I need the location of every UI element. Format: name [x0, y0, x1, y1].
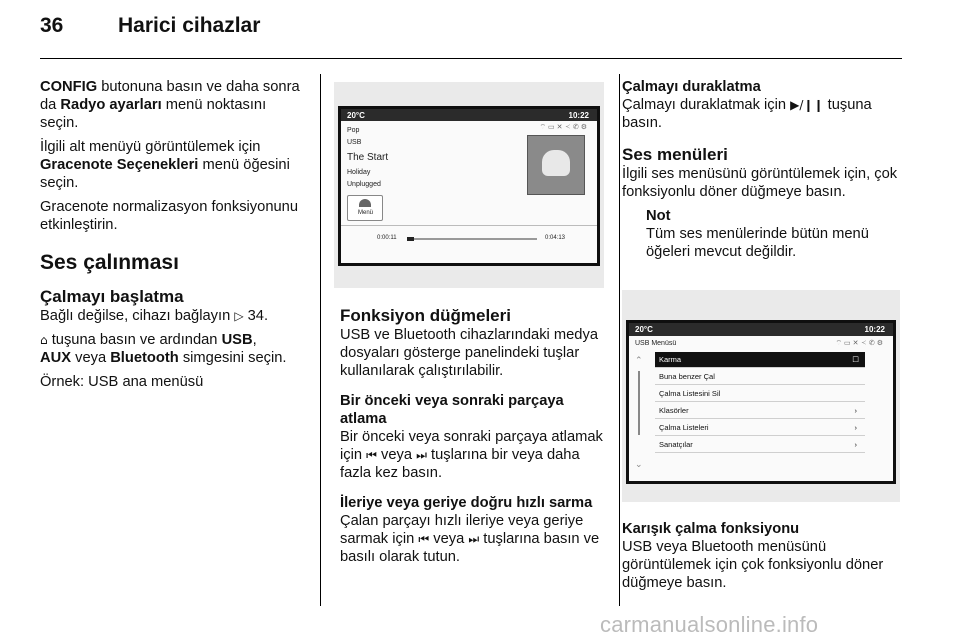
temperature-2: 20°C — [635, 325, 653, 334]
subheading-start-playback: Çalmayı başlatma — [40, 287, 184, 306]
paragraph-config: CONFIG butonuna basın ve daha sonra da Radyo ayarları menü noktasını seçin. — [40, 79, 300, 131]
section-heading-playback: Ses çalınması — [40, 251, 179, 274]
page-number: 36 — [40, 14, 64, 37]
paragraph-example: Örnek: USB ana menüsü — [40, 374, 204, 390]
menu-row-folders[interactable]: Klasörler › — [655, 403, 865, 419]
subheading-pause: Çalmayı duraklatma — [622, 79, 761, 95]
rewind-icon: ⏮ — [418, 532, 430, 546]
paragraph-select-source: ⌂ tuşuna basın ve ardından USB, AUX veya Bluetooth simgesini seçin. — [40, 332, 287, 366]
paragraph-connect: Bağlı değilse, cihazı bağlayın ▷ 34. — [40, 308, 269, 324]
menu-row-shuffle[interactable]: Karma ☐ — [655, 352, 865, 368]
scroll-down-icon[interactable]: ⌄ — [635, 459, 643, 469]
menu-row-play-similar[interactable]: Buna benzer Çal — [655, 369, 865, 385]
status-bar-2 — [629, 323, 893, 336]
track-item-2: USB — [347, 139, 362, 146]
progress-fill — [407, 237, 414, 241]
subheading-shuffle: Karışık çalma fonksiyonu — [622, 521, 800, 537]
status-icons-2: ⌔ ▭ ✕ ≺ ✆ ⚙ — [835, 340, 883, 347]
display-screen-2 — [629, 323, 893, 481]
dog-silhouette — [542, 150, 570, 176]
track-title: The Start — [347, 152, 389, 163]
checkbox-icon: ☐ — [852, 355, 859, 364]
paragraph-skip: Bir önceki veya sonraki parçaya atlamak için ⏮ veya ⏭ tuşlarına bir veya daha fazla kez basın. — [340, 429, 603, 481]
paragraph-normalize: Gracenote normalizasyon fonksiyonunu etkinleştirin. — [40, 199, 298, 233]
note-title: Not — [646, 208, 671, 224]
total-time: 0:04:13 — [545, 235, 566, 241]
note-text: Tüm ses menülerinde bütün menü öğeleri mevcut değildir. — [646, 226, 869, 260]
menu-row-playlists[interactable]: Çalma Listeleri › — [655, 420, 865, 436]
album-art-image — [527, 135, 585, 195]
play-pause-icon: ▶/❙❙ — [790, 98, 824, 112]
right-column — [622, 78, 904, 261]
previous-track-icon: ⏮ — [366, 448, 377, 462]
status-bar — [341, 109, 597, 121]
scroll-up-icon[interactable]: ⌃ — [635, 355, 643, 365]
subheading-fast-wind: İleriye veya geriye doğru hızlı sarma — [340, 495, 593, 511]
chevron-right-icon: › — [854, 423, 857, 432]
clock-2: 10:22 — [864, 325, 885, 334]
paragraph-function-buttons: USB ve Bluetooth cihazlarındaki medya dosyaları gösterge panelindeki tuşlar kullanılarak çalıştırılabilir. — [340, 327, 598, 379]
clock: 10:22 — [568, 111, 589, 120]
usb-menu-title: USB Menüsü — [635, 340, 677, 347]
track-item-5: Unplugged — [347, 181, 381, 188]
display-bezel — [338, 106, 600, 266]
column-divider-1 — [320, 74, 321, 606]
chevron-right-icon: › — [854, 406, 857, 415]
status-icons: ⌔ ▭ ✕ ≺ ✆ ⚙ — [539, 124, 587, 131]
chevron-right-icon: › — [854, 440, 857, 449]
right-column-bottom — [622, 520, 904, 598]
fast-forward-icon: ⏭ — [468, 532, 480, 546]
progress-track — [407, 238, 537, 240]
page-title: Harici cihazlar — [118, 14, 261, 37]
menu-icon — [359, 199, 371, 207]
menu-button[interactable] — [347, 195, 383, 221]
display-bezel-2 — [626, 320, 896, 484]
track-item-4: Holiday — [347, 169, 371, 176]
screen-divider — [341, 225, 597, 226]
subheading-function-buttons: Fonksiyon düğmeleri — [340, 306, 511, 325]
paragraph-gracenote: İlgili alt menüyü görüntülemek için Gracenote Seçenekleri menü öğesini seçin. — [40, 139, 290, 191]
paragraph-fast-wind: Çalan parçayı hızlı ileriye veya geriye sarmak için ⏮ veya ⏭ tuşlarına basın ve basılı olarak tutun. — [340, 513, 600, 565]
watermark: carmanualsonline.info — [600, 612, 819, 637]
next-track-icon: ⏭ — [416, 448, 427, 462]
page-reference-icon: ▷ — [234, 309, 244, 323]
column-divider-2 — [619, 74, 620, 606]
display-screen — [341, 109, 597, 263]
usb-main-menu-screenshot — [334, 82, 604, 288]
note-box — [646, 207, 904, 261]
left-column — [40, 78, 308, 397]
menu-row-delete-playlist[interactable]: Çalma Listesini Sil — [655, 386, 865, 402]
middle-column — [340, 305, 610, 572]
scrollbar[interactable] — [638, 371, 640, 435]
usb-submenu-screenshot — [622, 290, 900, 502]
track-item-1: Pop — [347, 127, 360, 134]
subheading-audio-menus: Ses menüleri — [622, 145, 728, 164]
header-rule — [40, 58, 902, 59]
paragraph-shuffle: USB veya Bluetooth menüsünü görüntülemek için çok fonksiyonlu döner düğmeye basın. — [622, 539, 884, 591]
subheading-skip: Bir önceki veya sonraki parçaya atlama — [340, 393, 564, 427]
home-icon: ⌂ — [40, 333, 48, 347]
usb-menu-list — [655, 352, 865, 456]
elapsed-time: 0:00:11 — [377, 235, 397, 241]
temperature: 20°C — [347, 111, 365, 120]
paragraph-audio-menus: İlgili ses menüsünü görüntülemek için, çok fonksiyonlu döner düğmeye basın. — [622, 166, 898, 200]
menu-button-label: Menü — [358, 210, 374, 216]
menu-row-artists[interactable]: Sanatçılar › — [655, 437, 865, 453]
paragraph-pause: Çalmayı duraklatmak için ▶/❙❙ tuşuna basın. — [622, 97, 872, 131]
